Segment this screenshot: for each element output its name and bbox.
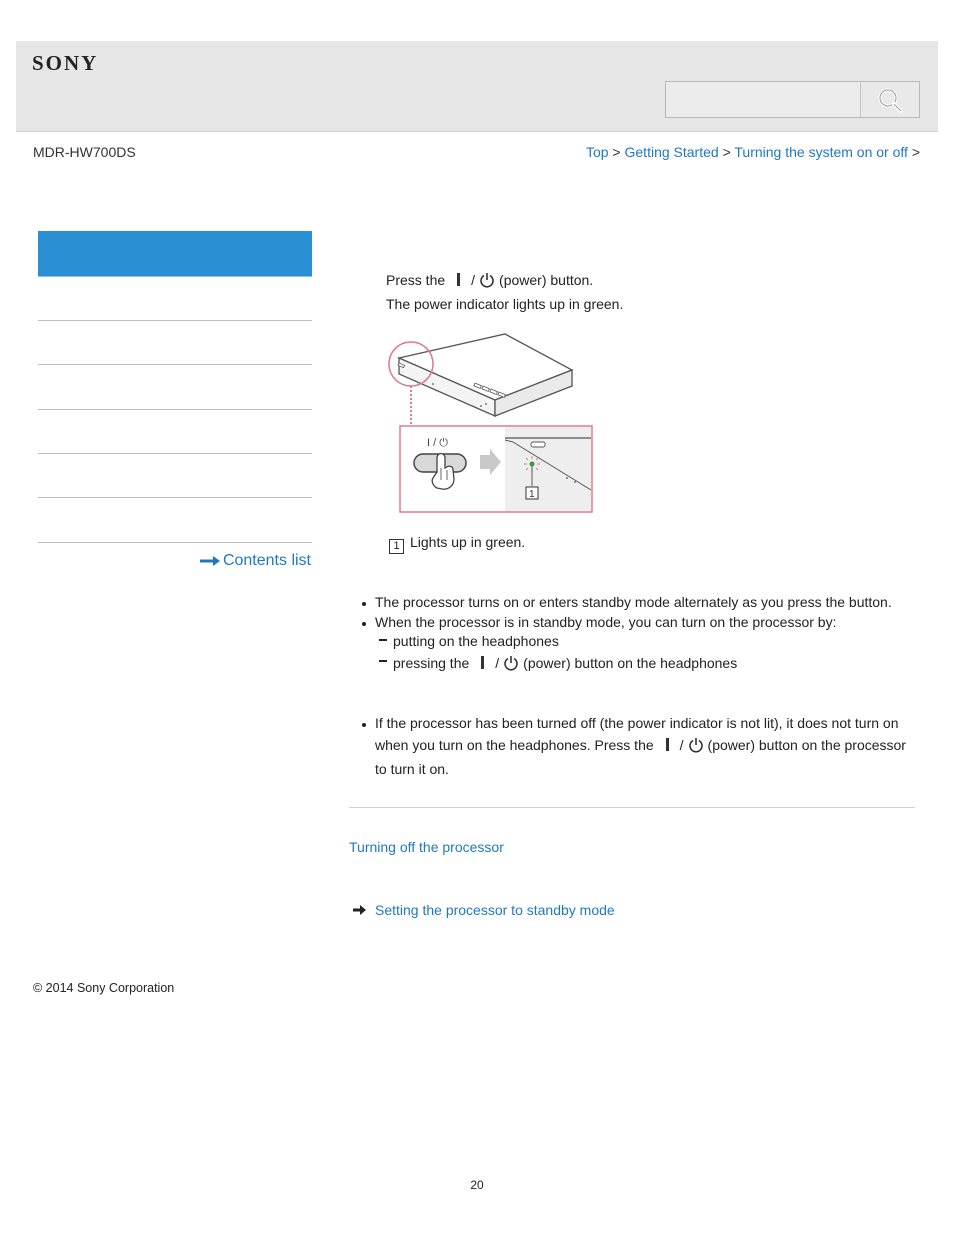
note-text: [375, 737, 906, 753]
note-slash: /: [679, 737, 684, 753]
sidebar-item-divider: [38, 364, 312, 365]
sidebar-item-divider: [38, 497, 312, 498]
bullet-icon: [362, 602, 366, 606]
hint-item: When the processor is in standby mode, you can turn on the processor by:: [375, 614, 837, 630]
breadcrumb-turning-on-off[interactable]: Turning the system on or off: [734, 144, 908, 160]
processor-illustration: [385, 328, 597, 518]
breadcrumb-getting-started[interactable]: Getting Started: [624, 144, 719, 160]
arrow-right-icon: [353, 904, 367, 916]
bullet-icon: [362, 622, 366, 626]
power-on-bar-icon: [481, 656, 484, 669]
dash-icon: [379, 639, 387, 641]
power-icon: [688, 737, 704, 753]
hint-text: pressing the: [393, 655, 470, 671]
note-text-part: (power) button on the processor: [707, 737, 906, 753]
note-text: to turn it on.: [375, 761, 449, 777]
step-text: Press the: [386, 272, 446, 288]
note-text-part: when you turn on the headphones. Press the: [375, 737, 654, 753]
power-on-bar-icon: [666, 738, 669, 751]
breadcrumb-separator: >: [722, 144, 731, 160]
hint-subitem: [393, 655, 737, 671]
breadcrumb-separator: >: [612, 144, 621, 160]
contents-list-label: Contents list: [222, 552, 311, 569]
step-slash: /: [471, 272, 476, 288]
next-topic-link[interactable]: Setting the processor to standby mode: [375, 902, 615, 918]
sidebar-item-divider: [38, 542, 312, 543]
sidebar-item-divider: [38, 453, 312, 454]
copyright: © 2014 Sony Corporation: [33, 981, 175, 995]
callout-number: 1: [529, 489, 535, 500]
caption-number-box: 1: [389, 539, 404, 554]
arrow-right-icon: [200, 556, 220, 566]
sony-logo[interactable]: SONY: [32, 51, 99, 75]
sidebar-item-divider: [38, 320, 312, 321]
step-instruction: [386, 272, 593, 288]
search-icon: [877, 87, 903, 113]
section-divider: [349, 807, 915, 808]
search-button[interactable]: [860, 82, 919, 117]
hint-slash: /: [495, 655, 500, 671]
figure-caption: [389, 534, 525, 554]
bullet-icon: [362, 723, 366, 727]
related-topic-link[interactable]: Turning off the processor: [349, 839, 504, 855]
caption-text: Lights up in green.: [410, 534, 526, 550]
site-header: [16, 41, 938, 132]
sidebar-header: [38, 231, 312, 277]
step-result: The power indicator lights up in green.: [386, 296, 624, 312]
breadcrumb: [586, 144, 920, 160]
figure-power-label: I / ⏻: [427, 437, 448, 449]
power-on-bar-icon: [457, 273, 460, 286]
power-icon: [479, 272, 495, 288]
breadcrumb-separator: >: [911, 144, 920, 160]
sidebar-item-divider: [38, 409, 312, 410]
breadcrumb-top[interactable]: Top: [585, 144, 609, 160]
model-name: MDR-HW700DS: [33, 144, 136, 160]
search-input[interactable]: [666, 82, 862, 117]
hint-text: (power) button on the headphones: [523, 655, 738, 671]
page-number: 20: [470, 1178, 484, 1192]
contents-list-link[interactable]: [200, 552, 311, 570]
search-bar: [665, 81, 920, 118]
note-text: If the processor has been turned off (the power indicator is not lit), it does not turn on: [375, 715, 899, 731]
power-icon: [503, 655, 519, 671]
hint-item: The processor turns on or enters standby mode alternately as you press the button.: [375, 594, 892, 610]
hint-subitem: putting on the headphones: [393, 633, 559, 649]
dash-icon: [379, 660, 387, 662]
step-text: (power) button.: [499, 272, 594, 288]
